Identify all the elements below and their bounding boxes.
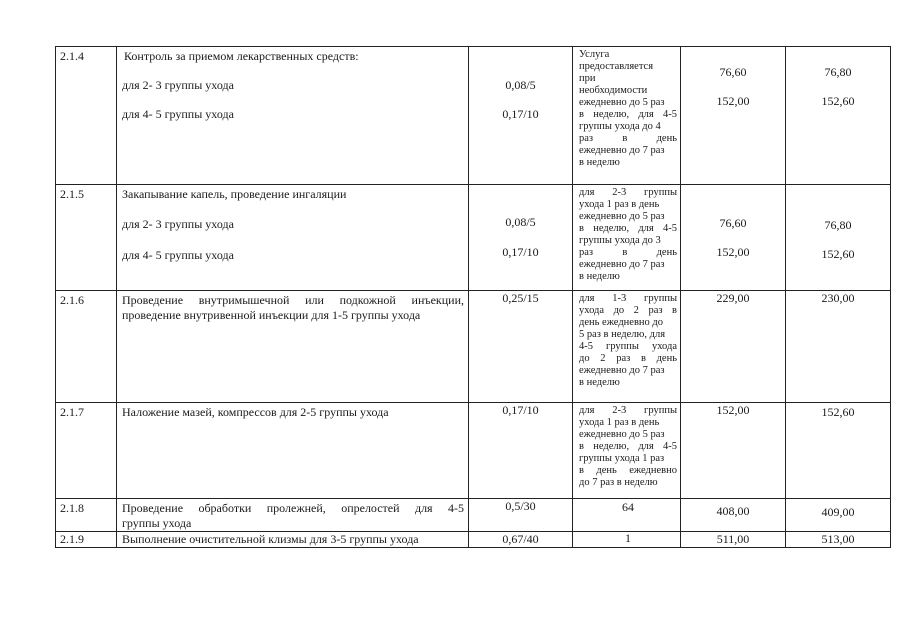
service-group-line: для 2- 3 группы ухода [122, 217, 234, 231]
service-title: Закапывание капель, проведение ингаляции [122, 187, 347, 201]
row-frequency [573, 499, 681, 532]
row-price-2 [786, 47, 891, 185]
row-code: 2.1.9 [56, 532, 117, 548]
norm-value: 0,17/10 [502, 403, 539, 417]
price-value: 152,00 [716, 245, 750, 259]
service-group-line: для 2- 3 группы ухода [122, 78, 234, 92]
frequency-line: в неделю [579, 157, 620, 168]
frequency-line: Услуга [579, 49, 610, 60]
service-title-line: Проведение внутримышечной или подкожной инъекции, [122, 293, 464, 307]
row-price-2 [786, 499, 891, 532]
norm-value: 0,67/40 [502, 532, 539, 546]
service-title-line: группы ухода [122, 516, 192, 530]
frequency-line: группы ухода 1 раз [579, 453, 665, 464]
table-row [56, 185, 891, 291]
frequency-line: день ежедневно до [579, 317, 663, 328]
price-value: 76,60 [719, 216, 747, 230]
row-frequency [573, 532, 681, 548]
price-value: 152,60 [821, 405, 855, 419]
frequency-line: раз в день [579, 247, 677, 258]
frequency-line: группы ухода до 4 [579, 121, 661, 132]
price-value: 76,60 [719, 65, 747, 79]
frequency-line: в неделю [579, 271, 620, 282]
row-service-name [117, 47, 469, 185]
price-value: 76,80 [824, 65, 852, 79]
price-value: 152,60 [821, 94, 855, 108]
row-code: 2.1.8 [56, 499, 117, 532]
service-title-line: проведение внутривенной инъекции для 1-5 группы ухода [122, 308, 421, 322]
frequency-line: ежедневно до 7 раз [579, 259, 665, 270]
row-price-1 [681, 403, 786, 499]
row-price-2 [786, 532, 891, 548]
row-frequency [573, 291, 681, 403]
frequency-line: предоставляется [579, 61, 654, 72]
norm-value: 0,25/15 [502, 291, 539, 305]
service-title: Наложение мазей, компрессов для 2-5 группы ухода [122, 405, 389, 419]
price-value: 230,00 [821, 291, 855, 305]
price-value: 76,80 [824, 218, 852, 232]
row-price-1 [681, 185, 786, 291]
row-service-name [117, 185, 469, 291]
row-service-name [117, 499, 469, 532]
row-code: 2.1.5 [56, 185, 117, 291]
frequency-line: ухода до 2 раз в [579, 305, 677, 316]
services-table [55, 46, 891, 548]
price-value: 152,00 [716, 403, 750, 417]
frequency-line: для 2-3 группы [579, 405, 677, 416]
table-row [56, 403, 891, 499]
row-price-1 [681, 47, 786, 185]
frequency-line: необходимости [579, 85, 648, 96]
frequency-line: для 2-3 группы [579, 187, 677, 198]
service-title: Выполнение очистительной клизмы для 3-5 группы ухода [122, 532, 419, 546]
frequency-line: до 2 раз в день [579, 353, 677, 364]
row-service-name [117, 291, 469, 403]
frequency-line: до 7 раз в неделю [579, 477, 658, 488]
row-service-name [117, 532, 469, 548]
price-value: 152,00 [716, 94, 750, 108]
price-value: 513,00 [821, 532, 855, 546]
frequency-line: ежедневно до 5 раз [579, 429, 665, 440]
frequency-line: раз в день [579, 133, 677, 144]
frequency-line: ухода 1 раз в день [579, 417, 660, 428]
row-norm [469, 47, 573, 185]
row-code: 2.1.7 [56, 403, 117, 499]
row-price-1 [681, 499, 786, 532]
row-price-2 [786, 291, 891, 403]
row-price-2 [786, 185, 891, 291]
frequency-line: ежедневно до 7 раз [579, 145, 665, 156]
frequency-line: 5 раз в неделю, для [579, 329, 666, 340]
norm-value: 0,08/5 [505, 78, 536, 92]
frequency-line: в неделю [579, 377, 620, 388]
row-frequency [573, 403, 681, 499]
row-service-name [117, 403, 469, 499]
row-frequency [573, 47, 681, 185]
row-code: 2.1.4 [56, 47, 117, 185]
row-price-2 [786, 403, 891, 499]
frequency-value: 1 [625, 531, 631, 545]
row-norm [469, 291, 573, 403]
norm-value: 0,17/10 [502, 245, 539, 259]
service-group-line: для 4- 5 группы ухода [122, 107, 234, 121]
norm-value: 0,5/30 [505, 499, 536, 513]
frequency-line: ежедневно до 5 раз [579, 97, 665, 108]
table-row [56, 47, 891, 185]
price-value: 152,60 [821, 247, 855, 261]
price-value: 409,00 [821, 505, 855, 519]
row-price-1 [681, 291, 786, 403]
norm-value: 0,08/5 [505, 215, 536, 229]
row-code: 2.1.6 [56, 291, 117, 403]
row-norm [469, 499, 573, 532]
frequency-value: 64 [622, 500, 634, 514]
service-title: Контроль за приемом лекарственных средств: [124, 49, 359, 63]
frequency-line: в неделю, для 4-5 [579, 223, 677, 234]
service-group-line: для 4- 5 группы ухода [122, 248, 234, 262]
row-frequency [573, 185, 681, 291]
frequency-line: ухода 1 раз в день [579, 199, 660, 210]
table-row [56, 499, 891, 532]
price-value: 229,00 [716, 291, 750, 305]
price-value: 511,00 [716, 532, 750, 546]
frequency-line: при [579, 73, 596, 84]
frequency-line: в неделю, для 4-5 [579, 441, 677, 452]
row-norm [469, 403, 573, 499]
frequency-line: в неделю, для 4-5 [579, 109, 677, 120]
norm-value: 0,17/10 [502, 107, 539, 121]
table-row [56, 291, 891, 403]
price-value: 408,00 [716, 504, 750, 518]
row-price-1 [681, 532, 786, 548]
frequency-line: ежедневно до 7 раз [579, 365, 665, 376]
frequency-line: ежедневно до 5 раз [579, 211, 665, 222]
frequency-line: для 1-3 группы [579, 293, 677, 304]
row-norm [469, 532, 573, 548]
row-norm [469, 185, 573, 291]
frequency-line: в день ежедневно [579, 465, 677, 476]
frequency-line: 4-5 группы ухода [579, 341, 677, 352]
service-title-line: Проведение обработки пролежней, опрелостей для 4-5 [122, 501, 464, 515]
frequency-line: группы ухода до 3 [579, 235, 661, 246]
table-row [56, 532, 891, 548]
